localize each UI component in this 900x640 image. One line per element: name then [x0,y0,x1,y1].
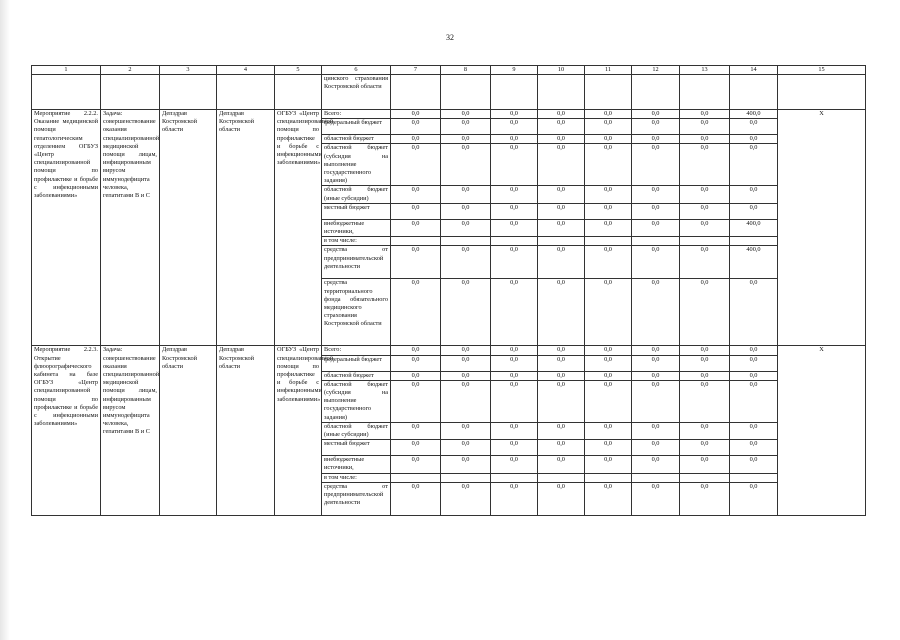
amount-cell: 0,0 [632,119,680,135]
amount-cell: 0,0 [585,482,632,515]
amount-cell: 0,0 [680,110,730,119]
funding-source-label: областной бюджет [322,135,391,144]
amount-cell: 0,0 [538,119,585,135]
amount-cell: 0,0 [391,346,441,355]
amount-cell [391,237,441,246]
amount-cell: 0,0 [632,246,680,279]
amount-cell: 0,0 [391,371,441,380]
amount-cell: 400,0 [730,246,778,279]
amount-cell: 0,0 [441,380,491,422]
amount-cell: 0,0 [632,456,680,473]
indicator-cell: X [778,346,866,515]
col-header: 11 [585,66,632,75]
amount-cell: 0,0 [441,203,491,219]
amount-cell: 0,0 [632,355,680,371]
amount-cell: 0,0 [680,355,730,371]
amount-cell: 0,0 [730,440,778,456]
continuation-row [32,75,866,110]
amount-cell: 0,0 [632,346,680,355]
amount-cell: 0,0 [538,203,585,219]
amount-cell [730,473,778,482]
amount-cell: 0,0 [391,186,441,203]
amount-cell: 0,0 [680,186,730,203]
funding-source-label: областной бюджет (субсидия на выполнение государственного задания) [322,380,391,422]
amount-cell: 400,0 [730,110,778,119]
funding-source-label: местный бюджет [322,203,391,219]
amount-cell: 0,0 [680,456,730,473]
amount-cell: 0,0 [632,203,680,219]
amount-cell: 0,0 [441,246,491,279]
scan-edge-shadow [0,0,10,640]
funding-source-label: федеральный бюджет [322,119,391,135]
funding-source-label: цинского страхования Костромской области [322,75,391,110]
amount-cell: 0,0 [491,346,538,355]
amount-cell: 0,0 [680,246,730,279]
amount-cell: 0,0 [680,203,730,219]
amount-cell: 0,0 [730,482,778,515]
amount-cell: 0,0 [730,135,778,144]
amount-cell: 0,0 [680,346,730,355]
amount-cell: 0,0 [585,119,632,135]
measure-c4: Депздрав Костромской области [217,110,275,346]
amount-cell [585,237,632,246]
amount-cell: 0,0 [391,422,441,439]
amount-cell: 0,0 [585,110,632,119]
amount-cell: 0,0 [680,422,730,439]
amount-cell: 0,0 [538,219,585,236]
amount-cell: 0,0 [632,186,680,203]
col-header: 3 [160,66,217,75]
amount-cell: 0,0 [585,456,632,473]
amount-cell: 0,0 [391,279,441,346]
amount-cell: 0,0 [441,371,491,380]
funding-source-label: Всего: [322,346,391,355]
amount-cell: 0,0 [680,135,730,144]
amount-cell: 0,0 [391,110,441,119]
amount-cell: 0,0 [491,144,538,186]
amount-cell [680,473,730,482]
amount-cell: 0,0 [730,371,778,380]
header-row [32,66,866,75]
amount-cell: 0,0 [441,135,491,144]
amount-cell: 0,0 [491,110,538,119]
amount-cell: 0,0 [730,119,778,135]
amount-cell: 0,0 [538,380,585,422]
amount-cell: 0,0 [730,380,778,422]
funding-source-label: средства от предпринимательской деятельности [322,482,391,515]
amount-cell: 0,0 [441,110,491,119]
amount-cell: 0,0 [632,110,680,119]
amount-cell: 0,0 [680,380,730,422]
amount-cell: 0,0 [391,456,441,473]
amount-cell: 0,0 [680,219,730,236]
budget-table [31,65,866,516]
amount-cell [491,237,538,246]
amount-cell: 0,0 [538,135,585,144]
amount-cell: 0,0 [730,186,778,203]
amount-cell: 0,0 [585,186,632,203]
amount-cell: 0,0 [491,355,538,371]
amount-cell: 0,0 [585,279,632,346]
col-header: 13 [680,66,730,75]
amount-cell: 0,0 [538,246,585,279]
amount-cell: 0,0 [632,371,680,380]
amount-cell: 0,0 [730,346,778,355]
amount-cell: 0,0 [391,380,441,422]
amount-cell: 0,0 [491,422,538,439]
funding-source-label: областной бюджет [322,371,391,380]
col-header: 14 [730,66,778,75]
amount-cell: 0,0 [391,203,441,219]
table-row [32,110,866,119]
amount-cell: 0,0 [585,203,632,219]
measure-c1: Мероприятие 2.2.2. Оказание медицинской помощи гепатологическим отделением ОГБУЗ «Центр специализированной помощи по профилактике и борьбе с инфекционными заболеваниями» [32,110,101,346]
funding-source-label: внебюджетные источники, [322,456,391,473]
amount-cell: 0,0 [491,246,538,279]
amount-cell: 0,0 [538,440,585,456]
amount-cell [491,473,538,482]
funding-source-label: областной бюджет (иные субсидии) [322,186,391,203]
amount-cell: 0,0 [391,482,441,515]
amount-cell: 0,0 [491,203,538,219]
funding-source-label: Всего: [322,110,391,119]
amount-cell: 0,0 [585,440,632,456]
amount-cell: 0,0 [730,456,778,473]
amount-cell: 0,0 [538,279,585,346]
amount-cell [680,237,730,246]
amount-cell: 0,0 [391,135,441,144]
col-header: 1 [32,66,101,75]
funding-source-label: в том числе: [322,237,391,246]
funding-source-label: областной бюджет (субсидия на выполнение государственного задания) [322,144,391,186]
amount-cell [538,473,585,482]
amount-cell: 0,0 [632,440,680,456]
amount-cell: 0,0 [441,440,491,456]
amount-cell: 0,0 [730,279,778,346]
col-header: 12 [632,66,680,75]
col-header: 2 [101,66,160,75]
amount-cell: 0,0 [585,219,632,236]
funding-source-label: областной бюджет (иные субсидии) [322,422,391,439]
amount-cell: 0,0 [491,440,538,456]
col-header: 6 [322,66,391,75]
amount-cell: 0,0 [538,456,585,473]
amount-cell [391,473,441,482]
funding-source-label: внебюджетные источники, [322,219,391,236]
measure-c1: Мероприятие 2.2.3. Открытие флюорографического кабинета на базе ОГБУЗ «Центр специализированной помощи по профилактике и борьбе с инфекционными заболеваниями» [32,346,101,515]
amount-cell: 0,0 [632,482,680,515]
amount-cell: 0,0 [491,186,538,203]
amount-cell: 0,0 [441,355,491,371]
amount-cell: 0,0 [680,440,730,456]
amount-cell: 0,0 [391,355,441,371]
amount-cell: 0,0 [585,135,632,144]
table-row [32,346,866,355]
amount-cell: 0,0 [441,456,491,473]
amount-cell: 0,0 [680,144,730,186]
amount-cell [441,237,491,246]
amount-cell: 0,0 [441,279,491,346]
amount-cell: 0,0 [538,371,585,380]
amount-cell: 0,0 [491,482,538,515]
amount-cell: 0,0 [491,219,538,236]
amount-cell: 0,0 [441,482,491,515]
amount-cell: 0,0 [391,144,441,186]
measure-c5: ОГБУЗ «Центр специализированной помощи по профилактике и борьбе с инфекционными заболеваниями» [275,346,322,515]
amount-cell [730,237,778,246]
amount-cell [632,473,680,482]
amount-cell: 0,0 [585,355,632,371]
amount-cell: 0,0 [441,186,491,203]
amount-cell: 0,0 [585,380,632,422]
amount-cell: 0,0 [585,371,632,380]
col-header: 4 [217,66,275,75]
amount-cell: 400,0 [730,219,778,236]
amount-cell: 0,0 [538,482,585,515]
funding-source-label: средства территориального фонда обязательного медицинского страхования Костромской области [322,279,391,346]
amount-cell [632,237,680,246]
col-header: 15 [778,66,866,75]
amount-cell: 0,0 [730,422,778,439]
amount-cell: 0,0 [441,219,491,236]
amount-cell: 0,0 [538,110,585,119]
amount-cell: 0,0 [730,355,778,371]
measure-c5: ОГБУЗ «Центр специализированной помощи по профилактике и борьбе с инфекционными заболеваниями» [275,110,322,346]
amount-cell: 0,0 [441,119,491,135]
amount-cell: 0,0 [538,422,585,439]
amount-cell [538,237,585,246]
col-header: 9 [491,66,538,75]
measure-c3: Депздрав Костромской области [160,110,217,346]
amount-cell: 0,0 [491,456,538,473]
funding-source-label: федеральный бюджет [322,355,391,371]
amount-cell: 0,0 [632,422,680,439]
col-header: 8 [441,66,491,75]
funding-source-label: в том числе: [322,473,391,482]
amount-cell: 0,0 [730,144,778,186]
amount-cell: 0,0 [680,279,730,346]
amount-cell: 0,0 [391,219,441,236]
measure-c2: Задача: совершенствование оказания специализированной медицинской помощи лицам, инфицированным вирусом иммунодефицита человека, гепатитами В и С [101,346,160,515]
funding-source-label: средства от предпринимательской деятельности [322,246,391,279]
amount-cell: 0,0 [680,371,730,380]
amount-cell [585,473,632,482]
page-number: 32 [446,33,454,42]
amount-cell: 0,0 [441,144,491,186]
amount-cell: 0,0 [491,380,538,422]
measure-c3: Депздрав Костромской области [160,346,217,515]
amount-cell: 0,0 [680,482,730,515]
amount-cell: 0,0 [680,119,730,135]
amount-cell: 0,0 [391,246,441,279]
amount-cell: 0,0 [632,144,680,186]
amount-cell: 0,0 [585,346,632,355]
amount-cell: 0,0 [391,440,441,456]
amount-cell: 0,0 [585,422,632,439]
amount-cell: 0,0 [441,422,491,439]
amount-cell: 0,0 [538,144,585,186]
amount-cell: 0,0 [538,346,585,355]
amount-cell: 0,0 [585,246,632,279]
funding-source-label: местный бюджет [322,440,391,456]
amount-cell: 0,0 [632,279,680,346]
amount-cell: 0,0 [538,186,585,203]
amount-cell: 0,0 [632,135,680,144]
amount-cell: 0,0 [730,203,778,219]
indicator-cell: X [778,110,866,346]
measure-c4: Депздрав Костромской области [217,346,275,515]
amount-cell: 0,0 [538,355,585,371]
col-header: 7 [391,66,441,75]
amount-cell: 0,0 [585,144,632,186]
amount-cell: 0,0 [491,135,538,144]
col-header: 5 [275,66,322,75]
amount-cell [441,473,491,482]
amount-cell: 0,0 [441,346,491,355]
col-header: 10 [538,66,585,75]
amount-cell: 0,0 [491,371,538,380]
amount-cell: 0,0 [491,279,538,346]
amount-cell: 0,0 [491,119,538,135]
amount-cell: 0,0 [632,380,680,422]
measure-c2: Задача: совершенствование оказания специализированной медицинской помощи лицам, инфицированным вирусом иммунодефицита человека, гепатитами В и С [101,110,160,346]
amount-cell: 0,0 [632,219,680,236]
amount-cell: 0,0 [391,119,441,135]
